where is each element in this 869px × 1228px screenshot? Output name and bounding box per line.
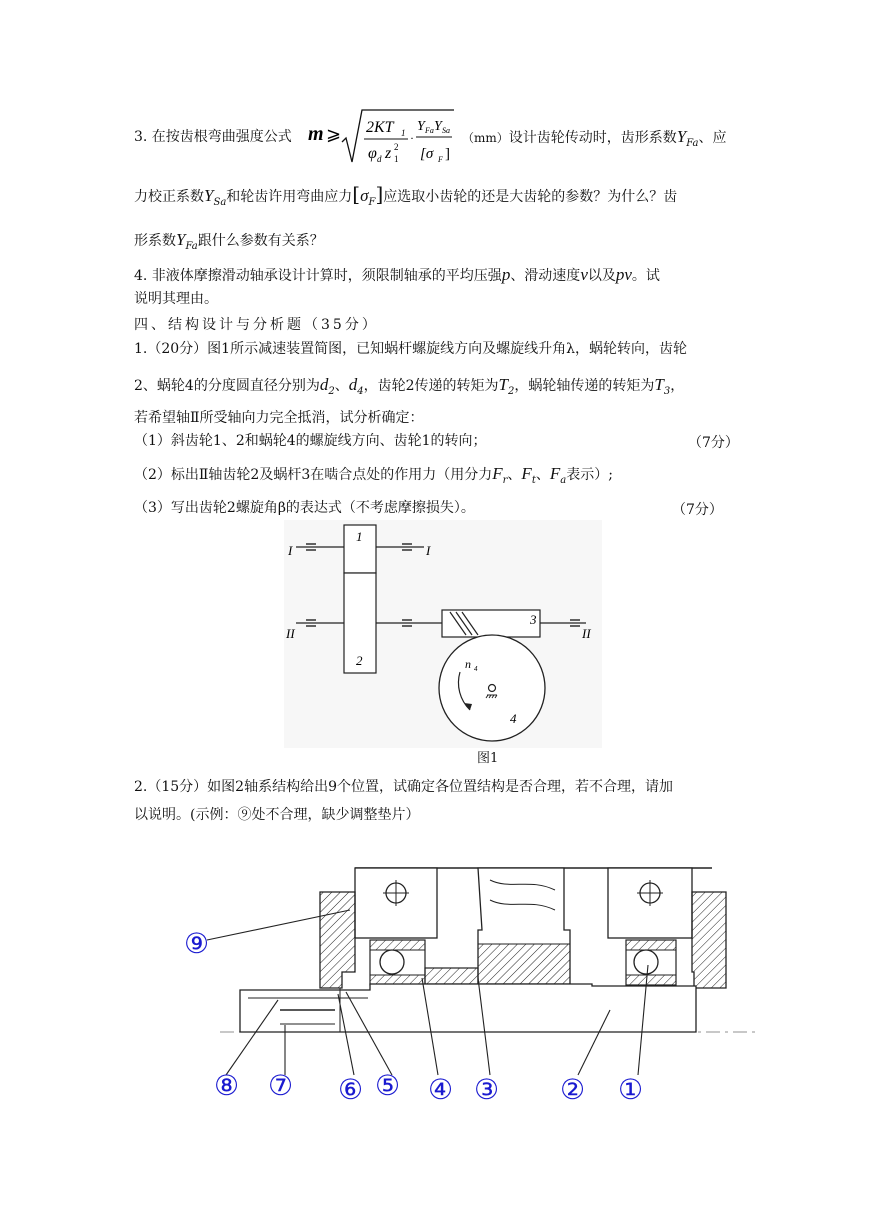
q3-line3: 形系数$Y_{Fa}$跟什么参数有关系？ bbox=[134, 230, 324, 252]
svg-text:]: ] bbox=[445, 146, 450, 162]
section4-title: 四、结构设计与分析题（35分） bbox=[134, 317, 379, 333]
svg-text:·: · bbox=[410, 131, 414, 145]
p1-sub2: （2）标出Ⅱ轴齿轮2及蜗杆3在啮合点处的作用力（用分力$F_r$、$F_t$、$F_a$表示）; bbox=[134, 464, 613, 486]
formula-geq: ⩾ bbox=[326, 124, 342, 144]
marker-6: ⑥ bbox=[338, 1073, 364, 1106]
p2-line1: 2.（15分）如图2轴系结构给出9个位置，试确定各位置结构是否合理，若不合理，请加 bbox=[134, 779, 673, 795]
shaft bbox=[240, 984, 696, 1032]
svg-text:2: 2 bbox=[356, 653, 363, 668]
svg-text:Y: Y bbox=[434, 119, 442, 134]
left-end-cover bbox=[320, 892, 355, 988]
svg-text:2: 2 bbox=[394, 142, 399, 152]
sleeve bbox=[425, 968, 478, 984]
marker-8: ⑧ bbox=[214, 1069, 240, 1102]
fig1-label-II-left: II bbox=[286, 626, 295, 641]
marker-3: ③ bbox=[474, 1073, 500, 1106]
marker-4: ④ bbox=[428, 1073, 454, 1106]
marker-5: ⑤ bbox=[375, 1069, 401, 1102]
p1-sub1-score: （7分） bbox=[688, 435, 739, 451]
worm-wheel-4 bbox=[439, 635, 545, 741]
svg-text:4: 4 bbox=[474, 665, 478, 673]
p1-sub1: （1）斜齿轮1、2和蜗轮4的螺旋线方向、齿轮1的转向； bbox=[134, 433, 487, 449]
svg-text:3: 3 bbox=[530, 612, 537, 627]
fig1-label-I-right: I bbox=[426, 543, 431, 558]
p1-sub3-score: （7分） bbox=[672, 502, 723, 518]
p1-line1: 1.（20分）图1所示减速装置简图，已知蜗杆螺旋线方向及螺旋线升角λ，蜗轮转向，齿轮 bbox=[134, 341, 687, 357]
svg-text:1: 1 bbox=[394, 154, 399, 164]
formula-m: m bbox=[308, 123, 324, 145]
fig1-label-I-left: I bbox=[288, 543, 293, 558]
marker-9: ⑨ bbox=[184, 927, 210, 960]
svg-text:1: 1 bbox=[401, 128, 406, 138]
marker-7: ⑦ bbox=[268, 1069, 294, 1102]
q4-line2: 说明其理由。 bbox=[134, 291, 218, 307]
q3-line2: 力校正系数$Y_{Sa}$和轮齿许用弯曲应力$[\sigma_F]$应选取小齿轮的还是大齿轮的参数？为什么？齿 bbox=[134, 182, 678, 208]
svg-text:1: 1 bbox=[356, 529, 363, 544]
marker-2: ② bbox=[560, 1073, 586, 1106]
svg-text:Fa: Fa bbox=[425, 126, 434, 135]
q3-formula bbox=[306, 104, 456, 168]
figure-1 bbox=[284, 520, 602, 748]
p2-line2: 以说明。(示例：⑨处不合理，缺少调整垫片） bbox=[134, 807, 420, 823]
fig1-label-II-right: II bbox=[582, 626, 591, 641]
q3-line1: 3. 在按齿根弯曲强度公式 bbox=[134, 129, 292, 145]
svg-text:[σ: [σ bbox=[420, 146, 434, 162]
svg-text:d: d bbox=[377, 154, 382, 164]
fig1-caption: 图1 bbox=[477, 751, 499, 766]
q3-line1-tail: （mm）设计齿轮传动时，齿形系数$Y_{Fa}$、应 bbox=[462, 127, 727, 149]
p1-sub3: （3）写出齿轮2螺旋角β的表达式（不考虑摩擦损失）。 bbox=[134, 500, 475, 516]
svg-text:F: F bbox=[438, 155, 443, 164]
svg-text:Y: Y bbox=[417, 119, 425, 134]
right-end-cover bbox=[692, 892, 726, 988]
p1-line3: 若希望轴Ⅱ所受轴向力完全抵消，试分析确定： bbox=[134, 410, 424, 426]
svg-text:4: 4 bbox=[510, 711, 517, 726]
marker-1: ① bbox=[618, 1073, 644, 1106]
svg-text:z: z bbox=[385, 145, 392, 162]
figure-2 bbox=[160, 860, 760, 1110]
svg-text:n: n bbox=[465, 657, 471, 671]
svg-text:φ: φ bbox=[368, 145, 377, 162]
svg-text:Sa: Sa bbox=[442, 126, 450, 135]
svg-text:2KT: 2KT bbox=[366, 119, 394, 136]
q4-line1: 4. 非液体摩擦滑动轴承设计计算时，须限制轴承的平均压强p、滑动速度v以及pv。试 bbox=[134, 265, 660, 284]
p1-line2: 2、蜗轮4的分度圆直径分别为$d_2$、$d_4$，齿轮2传递的转矩为$T_2$，蜗轮轴传递的转矩为$T_3$， bbox=[134, 375, 685, 397]
